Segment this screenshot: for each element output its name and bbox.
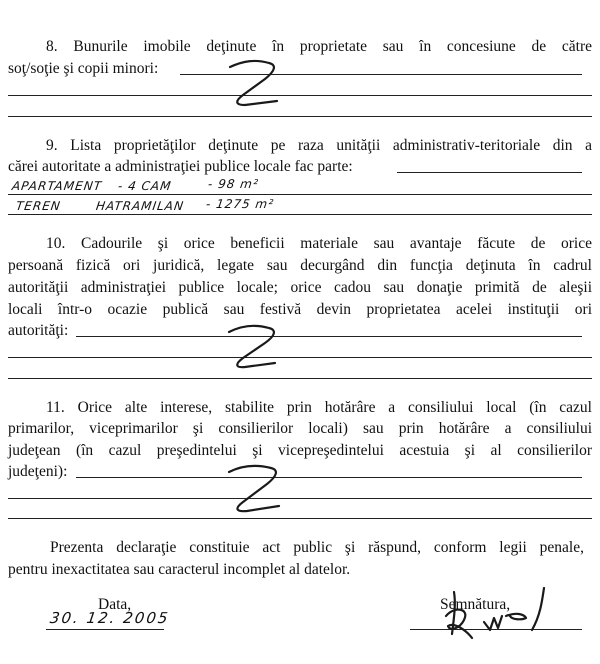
property-entry-2-item: TEREN xyxy=(15,199,62,213)
blank-mark-z-8 xyxy=(225,55,285,115)
answer-line xyxy=(8,378,592,379)
date-value: 30. 12. 2005 xyxy=(48,609,171,627)
section-9-line-1: 9. Lista proprietăţilor deţinute pe raza unităţii administrativ-teritoriale din a xyxy=(46,137,592,154)
answer-line xyxy=(8,498,592,499)
section-8-line-2: soţ/soţie şi copii minori: xyxy=(8,60,159,77)
section-10-line-3: autorităţii administraţiei publice locale; orice cadou sau donaţie primită de aleşii xyxy=(8,279,592,296)
section-10-line-5: autorităţi: xyxy=(8,322,69,339)
answer-line xyxy=(8,194,592,195)
closing-line-1: Prezenta declaraţie constituie act public şi răspund, conform legii penale, xyxy=(50,539,584,556)
property-entry-1-detail: - 4 CAM xyxy=(117,179,173,193)
property-entry-2-detail: HATRAMILAN xyxy=(95,199,185,213)
section-11-line-2: primarilor, viceprimarilor şi consilierilor locali) sau prin hotărâre a consiliului xyxy=(8,420,592,437)
section-8-line-1: 8. Bunurile imobile deţinute în proprietate sau în concesiune de către xyxy=(46,38,592,55)
closing-line-2: pentru inexactitatea sau caracterul incomplet al datelor. xyxy=(8,561,351,578)
property-entry-1-area: - 98 m² xyxy=(207,177,260,191)
section-10-line-4: locali într-o ocazie publică sau festivă devin proprietatea acelei instituţii ori xyxy=(8,301,592,318)
answer-line xyxy=(8,357,592,358)
section-10-line-1: 10. Cadourile şi orice beneficii materiale sau avantaje făcute de orice xyxy=(46,235,592,252)
answer-line xyxy=(8,518,592,519)
section-9-line-2: cărei autoritate a administraţiei publice locale fac parte: xyxy=(8,158,353,175)
answer-line xyxy=(8,116,592,117)
answer-line xyxy=(76,336,582,337)
property-entry-2-area: - 1275 m² xyxy=(205,197,275,211)
answer-line xyxy=(397,172,582,173)
answer-line xyxy=(76,477,582,478)
date-line xyxy=(46,629,164,630)
section-10-line-2: persoană fizică ori juridică, legate sau decurgând din funcţia deţinuta în cadrul xyxy=(8,257,592,274)
section-11-line-1: 11. Orice alte interese, stabilite prin hotărâre a consiliului local (în cazul xyxy=(46,399,592,416)
handwritten-signature xyxy=(440,586,560,652)
answer-line xyxy=(8,95,592,96)
property-entry-1-item: APARTAMENT xyxy=(11,179,104,193)
answer-line xyxy=(8,214,592,215)
blank-mark-z-11 xyxy=(225,460,287,520)
date-label: Data, xyxy=(98,596,132,613)
section-11-line-4: judeţeni): xyxy=(8,463,68,480)
signature-label: Semnătura, xyxy=(440,596,511,613)
blank-mark-z-10 xyxy=(225,322,285,378)
section-11-line-3: judeţean (în cazul preşedintelui şi vicepreşedintelui acestuia şi al consilierilor xyxy=(8,442,592,459)
